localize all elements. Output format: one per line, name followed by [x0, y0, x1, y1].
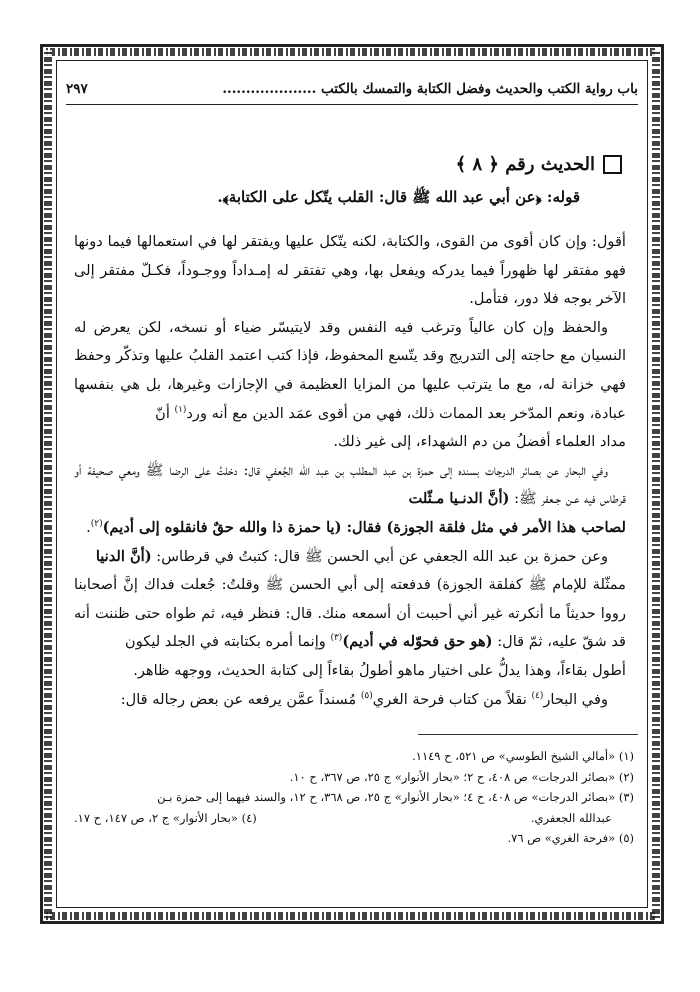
- footnote-5: (٥) «فرحة الغري» ص ٧٦.: [507, 831, 634, 845]
- paragraph-4-end: أطول بقاءاً، وهذا يدلُّ على اختيار ماهو أطولُ بقاءاً إلى كتابة الحديث، ووجهه ظاهر.: [133, 661, 626, 679]
- running-header: [66, 78, 638, 100]
- footnote-ref-3[interactable]: (٣): [330, 633, 343, 644]
- footnote-1: (١) «أمالي الشيخ الطوسي» ص ٥٢١، ح ١١٤٩.: [412, 749, 634, 763]
- footnote-3: (٣) «بصائر الدرجات» ص ٤٠٨، ح ٤؛ «بحار الأنوار» ج ٢٥، ص ٣٦٨، ح ١٢، والسند فيهما إلى حمزة بـن: [157, 790, 634, 804]
- page-content: [66, 70, 638, 900]
- footnote-ref-5[interactable]: (٥): [360, 690, 373, 701]
- paragraph-2-end: مداد العلماء أفضلُ من دم الشهداء، إلى غير ذلك.: [333, 433, 626, 451]
- header-rule: [66, 104, 638, 105]
- paragraph-3: وفي البحار عن بصائر الدرجات بسنده إلى حمزة بن عبد المطلب بن عبد الله الجُعفي قال: دخلتُ على الرضا ﷺ ومعي صحيفة أو قرطاس فيه عـن جـعفر ﷺ: (أنَّ الدنـيا مـثّلت: [74, 461, 626, 508]
- footnotes: [74, 746, 634, 849]
- paragraph-3-end: لصاحب هذا الأمر في مثل فلقة الجوزة) فقال: (يا حمزة ذا والله حقٌ فانقلوه إلى أديم)$^{(٢)}$.: [86, 518, 626, 536]
- footnote-rule: [418, 734, 638, 735]
- section-heading: [456, 154, 622, 175]
- main-text: [74, 228, 626, 714]
- border-ornament-top: [46, 48, 658, 56]
- footnote-ref-1[interactable]: (١): [174, 404, 187, 415]
- checkbox-icon: [603, 155, 622, 174]
- paragraph-4: وعن حمزة بن عبد الله الجعفي عن أبي الحسن ﷺ قال: كتبتُ في قرطاس: (أنَّ الدنيا: [95, 547, 608, 565]
- section-title: الحديث رقم ﴿ ٨ ﴾: [455, 154, 595, 175]
- paragraph-5: وفي البحار$^{(٤)}$ نقلاً من كتاب فرحة الغري$^{(٥)}$ مُسنداً عمَّن يرفعه عن بعض رجاله قال:: [120, 690, 608, 708]
- footnote-3-end: عبدالله الجعفري.: [530, 810, 612, 825]
- border-ornament-left: [44, 50, 52, 918]
- page-number: ٢٩٧: [66, 81, 88, 97]
- footnote-4: (٤) «بحار الأنوار» ج ٢، ص ١٤٧، ح ١٧.: [74, 810, 257, 825]
- paragraph-2: والحفظ وإن كان عالياً وترغب فيه النفس وقد لايتيسّر ضياء أو نسخه، لكن يعرض له النسيان مع حاجته إلى التدريج وقد يتّسع المحفوظ، فإذا كتب اعتمد القلبُ عليها وتذكّر وحفظ فهي خزانة له، مع ما يترتب عليها من المزايا العظيمة في الإجازات وغيرها، بل هي بنفسها عبادة، ونعم المدّخر بعد الممات ذلك، فهي من أقوى عمَد الدين مع أنه ورد$^{(١)}$ أنّ: [74, 318, 626, 422]
- header-title: باب رواية الكتب والحديث وفضل الكتابة والتمسك بالكتب ....................: [222, 81, 638, 97]
- footnote-ref-4[interactable]: (٤): [531, 690, 544, 701]
- paragraph-4-cont: ممثّلة للإمام ﷺ كفلقة الجوزة) فدفعته إلى أبي الحسن ﷺ وقلتُ: جُعلت فداك إنَّ أصحابنا رووا حديثاً ما أنكرته غير أني أحببت أن أسمعه منك. قال: فنظر فيه، ثم طواه حتى ظننت أنه قد شقّ عليه، ثمّ قال: (هو حق فحوّله في أديم)$^{(٣)}$ وإنما أمره بكتابته في الجلد ليكون: [74, 576, 626, 651]
- border-ornament-right: [652, 50, 660, 918]
- footnote-ref-2[interactable]: (٢): [90, 519, 103, 530]
- quoted-hadith: قوله: ﴿عن أبي عبد الله ﷺ قال: القلب يتّكل على الكتابة﴾.: [217, 188, 580, 206]
- paragraph-1: أقول: وإن كان أقوى من القوى، والكتابة، لكنه يتّكل عليها ويفتقر لها في استعمالها فيما دونها فهو مفتقر لها ظهوراً فيما يدركه ويفعل بها، وهي تفتقر له إمـداداً ووجـوداً، فكـلّ مفتقر إلى الآخر بوجه فلا دور، فتأمل.: [74, 233, 626, 308]
- footnote-2: (٢) «بصائر الدرجات» ص ٤٠٨، ح ٢؛ «بحار الأنوار» ج ٢٥، ص ٣٦٧، ح ١٠.: [289, 769, 634, 784]
- footnote-3-4-row: [74, 808, 634, 829]
- border-ornament-bottom: [46, 912, 658, 920]
